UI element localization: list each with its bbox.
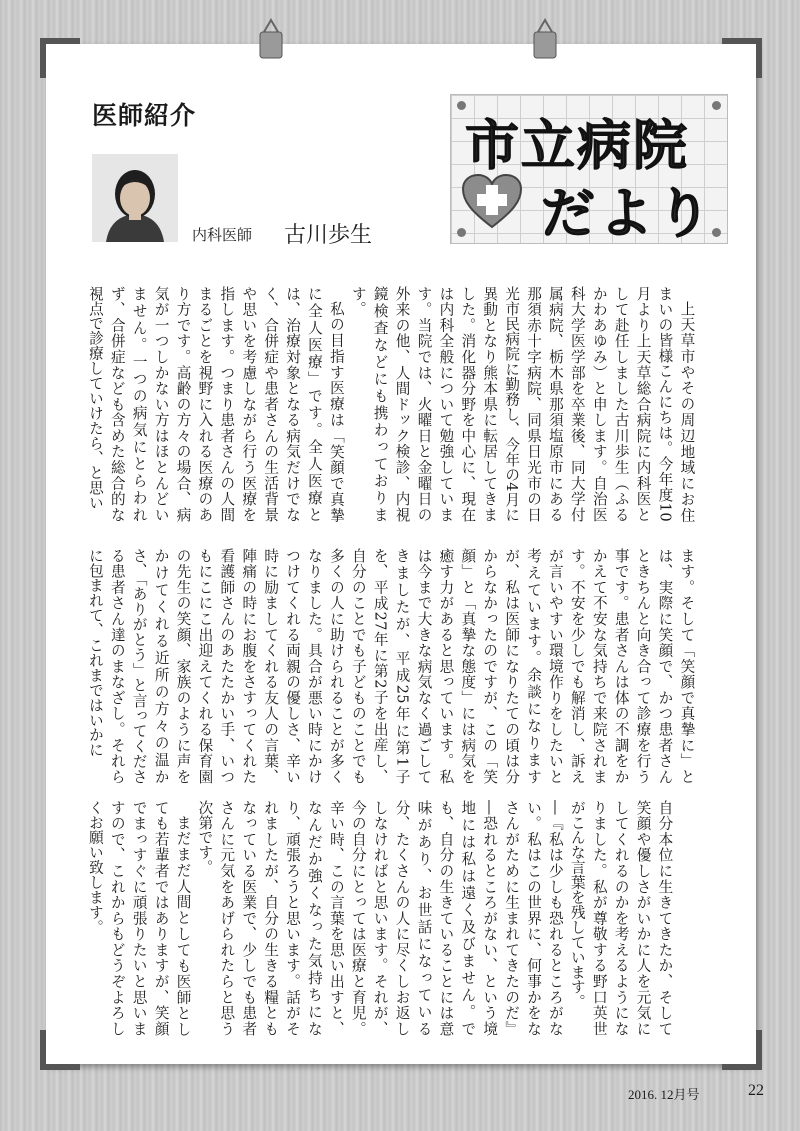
article-paragraph: ます。そして「笑顔で真摯に」とは、実際に笑顔で、かつ患者さんときちんと向き合って診療を行う事です。患者さんは体の不調をかかえて不安な気持ちで来院されます。不安を少しでも解消し、訴えが言いやすい環境作りをしたいと考えています。余談になりますが、私は医師になりたての頃は分からなかったのですが、この「笑顔」と「真摯な態度」には病気を癒す力があると思っています。私は今まで大きな病気なく過ごしてきましたが、平成25年に第1子を、平成27年に第2子を出産し、自分のことでも子どものことでも多くの人に助けられることが多くなりました。具合が悪い時にかけつけてくれる両親の優しさ、辛い時に励ましてくれる友人の言葉、陣痛の時にお腹をさすってくれた看護師さんのあたたかい手、いつもにこにこ出迎えてくれる保育園の先生の笑顔、家族のように声をかけてくれる近所の方々の温かさ、「ありがとう」と言ってくださる患者さん達のまなざし。それらに包まれて、これまではいかに [86,548,696,784]
logo-title-line1: 市立病院 [465,114,689,177]
article-paragraph: ―『私は少しも恐れるところがない。私はこの世界に、何事かをなさんがために生まれてきたのだ』―恐れるところがない、という境地には私は遠く及びません。でも、自分の生きていることには意味があり、お世話になっている分、たくさんの人に尽くしお返ししなければと思います。それが、今の自分にとっては医療と育児。辛い時、この言葉を思い出すと、なんだか強くなった気持ちになり、頑張ろうと思います。話がそれましたが、自分の生きる糧ともなっている医業で、少しでも患者さんに元気をあげられたらと思う次第です。 [196,800,564,1036]
corner-bracket-bottom-left [40,1030,80,1070]
newsletter-logo [450,94,728,244]
pin-icon [457,228,466,237]
binder-clip-icon [258,18,284,60]
corner-bracket-bottom-right [722,1030,762,1070]
binder-clip-icon [532,18,558,60]
article-row-2 [84,548,720,784]
corner-bracket-top-left [40,38,80,78]
pin-icon [712,101,721,110]
page-number: 22 [748,1082,764,1099]
issue-date: 2016. 12月号 [628,1087,700,1102]
article-paragraph: 上天草市やその周辺地域にお住まいの皆様こんにちは。今年度10月より上天草総合病院に内科医として赴任しました古川歩生（ふるかわあゆみ）と申します。自治医科大学医学部を卒業後、同大学付属病院、栃木県那須塩原市にある那須赤十字病院、同県日光市の日光市民病院に勤務し、今年の4月に異動となり熊本県に転居してきました。消化器分野を中心に、現在は内科全般について勉強しています。当院では、火曜日と金曜日の外来の他、人間ドック検診、内視鏡検査などにも携わっております。 [349,286,696,522]
heart-cross-icon [461,173,523,229]
corner-bracket-top-right [722,38,762,78]
article-paragraph: 自分本位に生きてきたか、そして笑顔や優しさがいかに人を元気にしてくれるのかを考えるようになりました。私が尊敬する野口英世がこんな言葉を残しています。 [568,800,674,1036]
article-paragraph: 私の目指す医療は「笑顔で真摯に全人医療」です。全人医療とは、治療対象となる病気だけでなく、合併症や患者さんの生活背景や思いを考慮しながら行う医療を指します。つまり患者さんの人間まるごとを視野に入れる医療のあり方です。高齢の方々の場合、病気が一つしかない方はほとんどいません。一つの病気にとらわれず、合併症なども含めた総合的な視点で診療していけたら、と思い [86,286,345,522]
article-row-1 [84,286,720,522]
logo-title-line2: だより [541,182,715,245]
section-title: 医師紹介 [92,101,197,130]
article-paragraph: まだまだ人間としても医師としても若輩者ではありますが、笑顔でまっすぐに頑張りたいと思いますので、これからもどうぞよろしくお願い致します。 [86,800,192,1036]
article-row-3 [84,800,720,1036]
doctor-role: 内科医師 [192,226,253,244]
doctor-photo [92,154,178,242]
doctor-name: 古川歩生 [284,223,373,248]
